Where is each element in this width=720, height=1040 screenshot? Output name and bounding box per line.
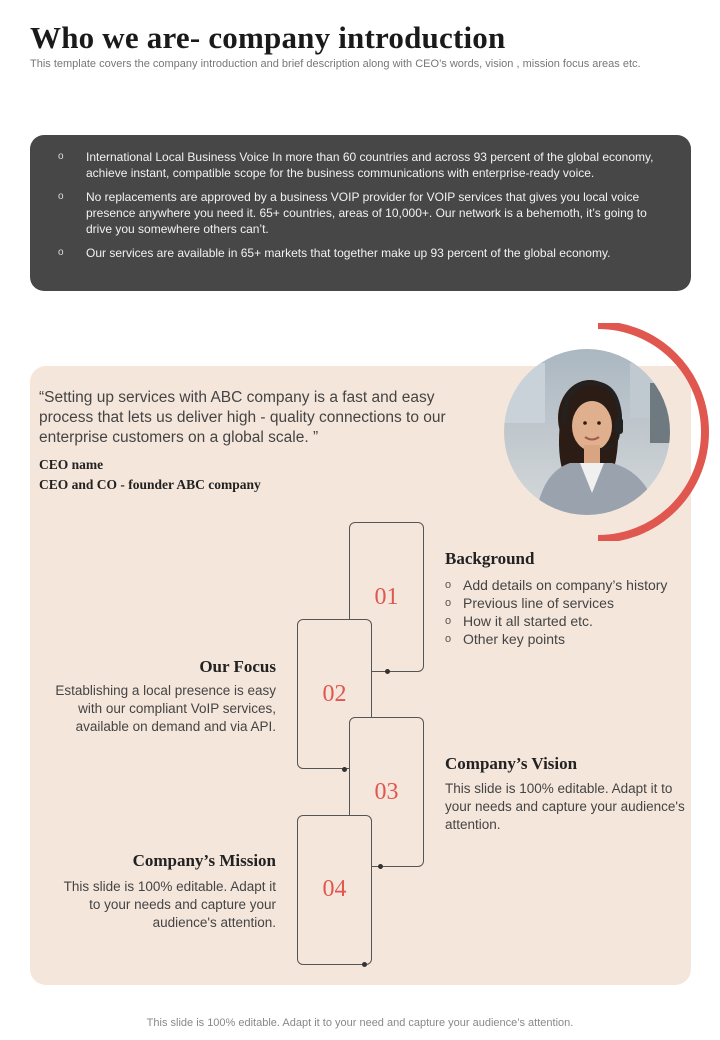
bullet-icon: o (445, 633, 452, 645)
person-with-headset-photo-icon (500, 323, 715, 541)
step-number-01: 01 (374, 584, 399, 610)
background-list (445, 576, 667, 648)
page-title: Who we are- company introduction (30, 20, 506, 55)
step-connector-dot (378, 864, 383, 869)
overview-item (58, 149, 661, 181)
step-number-02: 02 (322, 681, 347, 707)
overview-item-text: International Local Business Voice In more than 60 countries and across 93 percent of the global economy, achieve instant, compatible scope for the business communications with enterprise-ready voice. (86, 150, 654, 180)
background-item (445, 612, 667, 630)
bullet-icon: o (58, 151, 64, 162)
step-connector-dot (342, 767, 347, 772)
step-number-04: 04 (322, 876, 347, 902)
focus-title: Our Focus (199, 657, 276, 676)
overview-item-text: Our services are available in 65+ markets that together make up 93 percent of the global economy. (86, 246, 611, 260)
vision-text: This slide is 100% editable. Adapt it to your needs and capture your audience's attention. (445, 781, 685, 832)
background-item (445, 594, 667, 612)
step-number-03: 03 (374, 779, 399, 805)
ceo-quote: “Setting up services with ABC company is a fast and easy process that lets us deliver high - quality connections to our enterprise customers on a global scale. ” (39, 389, 446, 446)
overview-item (58, 245, 661, 261)
vision-title: Company’s Vision (445, 754, 578, 773)
background-item-text: Previous line of services (463, 595, 614, 611)
bullet-icon: o (58, 247, 64, 258)
background-title: Background (445, 549, 535, 568)
background-item-text: Other key points (463, 631, 565, 647)
overview-item-text: No replacements are approved by a business VOIP provider for VOIP services that gives you local voice presence anywhere you need it. 65+ countries, areas of 10,000+. Our network is a behemoth, it’s going to drive you somewhere others can’t. (86, 190, 647, 236)
overview-item (58, 189, 661, 237)
bullet-icon: o (445, 597, 452, 609)
background-item (445, 576, 667, 594)
ceo-photo (500, 323, 715, 541)
step-connector-dot (385, 669, 390, 674)
bullet-icon: o (445, 579, 452, 591)
background-item (445, 630, 667, 648)
bullet-icon: o (445, 615, 452, 627)
ceo-role: CEO and CO - founder ABC company (39, 477, 261, 492)
step-connector-dot (362, 962, 367, 967)
background-item-text: Add details on company’s history (463, 577, 668, 593)
ceo-name: CEO name (39, 457, 104, 472)
background-item-text: How it all started etc. (463, 613, 593, 629)
page-subtitle: This template covers the company introduction and brief description along with CEO’s words, vision , mission focus areas etc. (30, 58, 641, 70)
footer-note: This slide is 100% editable. Adapt it to your need and capture your audience’s attention. (146, 1017, 574, 1029)
overview-panel (30, 135, 691, 291)
mission-text: This slide is 100% editable. Adapt it to your needs and capture your audience's attention. (63, 879, 276, 930)
focus-text: Establishing a local presence is easy with our compliant VoIP services, available on demand and via API. (55, 683, 276, 734)
mission-title: Company’s Mission (132, 851, 276, 870)
bullet-icon: o (58, 191, 64, 202)
overview-list (58, 149, 661, 261)
